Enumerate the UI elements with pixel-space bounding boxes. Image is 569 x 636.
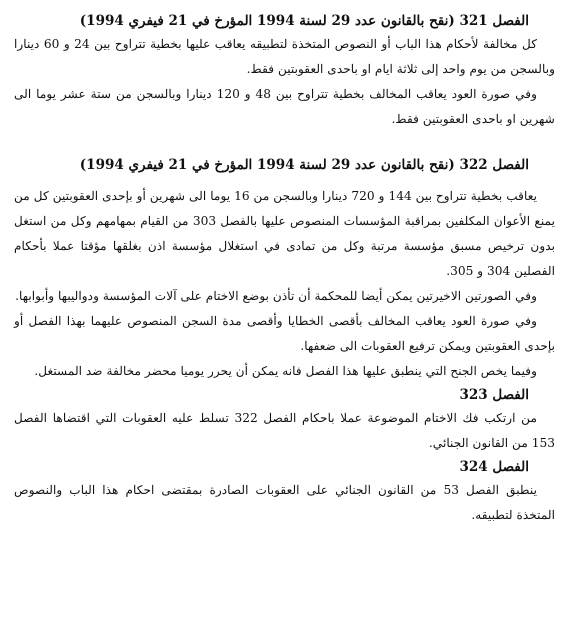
article-321-paragraph-2: وفي صورة العود يعاقب المخالف بخطية تتراوح بين 48 و 120 دينارا وبالسجن من ستة عشر يوما الى شهرين او باحدى العقوبتين فقط. — [14, 87, 555, 126]
article-323-paragraph-1: من ارتكب فك الاختام الموضوعة عملا باحكام الفصل 322 تسلط عليه العقوبات التي اقتضاها الفصل 153 من القانون الجنائي. — [14, 411, 555, 450]
article-321-paragraph-1: كل مخالفة لأحكام هذا الباب أو النصوص المتخذة لتطبيقه يعاقب عليها بخطية تتراوح بين 24 و 60 دينارا وبالسجن من يوم واحد إلى ثلاثة ايام او باحدى العقوبتين فقط. — [14, 37, 555, 76]
section-324 — [14, 456, 555, 528]
article-324-heading: الفصل 324 — [459, 459, 529, 475]
section-323 — [14, 384, 555, 456]
article-322-paragraph-2: وفي الصورتين الاخيرتين يمكن أيضا للمحكمة أن تأذن بوضع الاختام على آلات المؤسسة ودواليبها وأبوابها. — [15, 289, 537, 303]
article-324-paragraph-1: ينطبق الفصل 53 من القانون الجنائي على العقوبات الصادرة بمقتضى احكام هذا الباب والنصوص المتخذة لتطبيقه. — [14, 483, 555, 522]
section-spacer — [14, 132, 555, 154]
article-322-heading: الفصل 322 (نقح بالقانون عدد 29 لسنة 1994 المؤرخ في 21 فيفري 1994) — [79, 157, 529, 173]
article-322-paragraph-3: وفي صورة العود يعاقب المخالف بأقصى الخطايا وأقصى مدة السجن المنصوص عليهما بهذا الفصل أو بإحدى العقوبتين ويمكن ترفيع العقوبات الى ضعفها. — [14, 314, 555, 353]
heading-spacer — [14, 176, 555, 184]
article-323-heading: الفصل 323 — [459, 387, 529, 403]
article-322-paragraph-1: يعاقب بخطية تتراوح بين 144 و 720 دينارا وبالسجن من 16 يوما الى شهرين أو بإحدى العقوبتين كل من يمنع الأعوان المكلفين بمراقبة المؤسسات المنصوص عليها بالفصل 303 من القيام بمهامهم وكل من استغل بدون ترخيص مسبق مؤسسة مرتبة وكل من تمادى في استغلال مؤسسة اذن بغلقها مؤقتا عملا بأحكام الفصلين 304 و 305. — [14, 189, 555, 278]
section-322 — [14, 154, 555, 384]
section-321 — [14, 10, 555, 132]
article-322-paragraph-4: وفيما يخص الجنح التي ينطبق عليها هذا الفصل فانه يمكن أن يحرر يوميا محضر مخالفة ضد المستغل. — [34, 364, 537, 378]
article-321-heading: الفصل 321 (نقح بالقانون عدد 29 لسنة 1994 المؤرخ في 21 فيفري 1994) — [79, 13, 529, 29]
